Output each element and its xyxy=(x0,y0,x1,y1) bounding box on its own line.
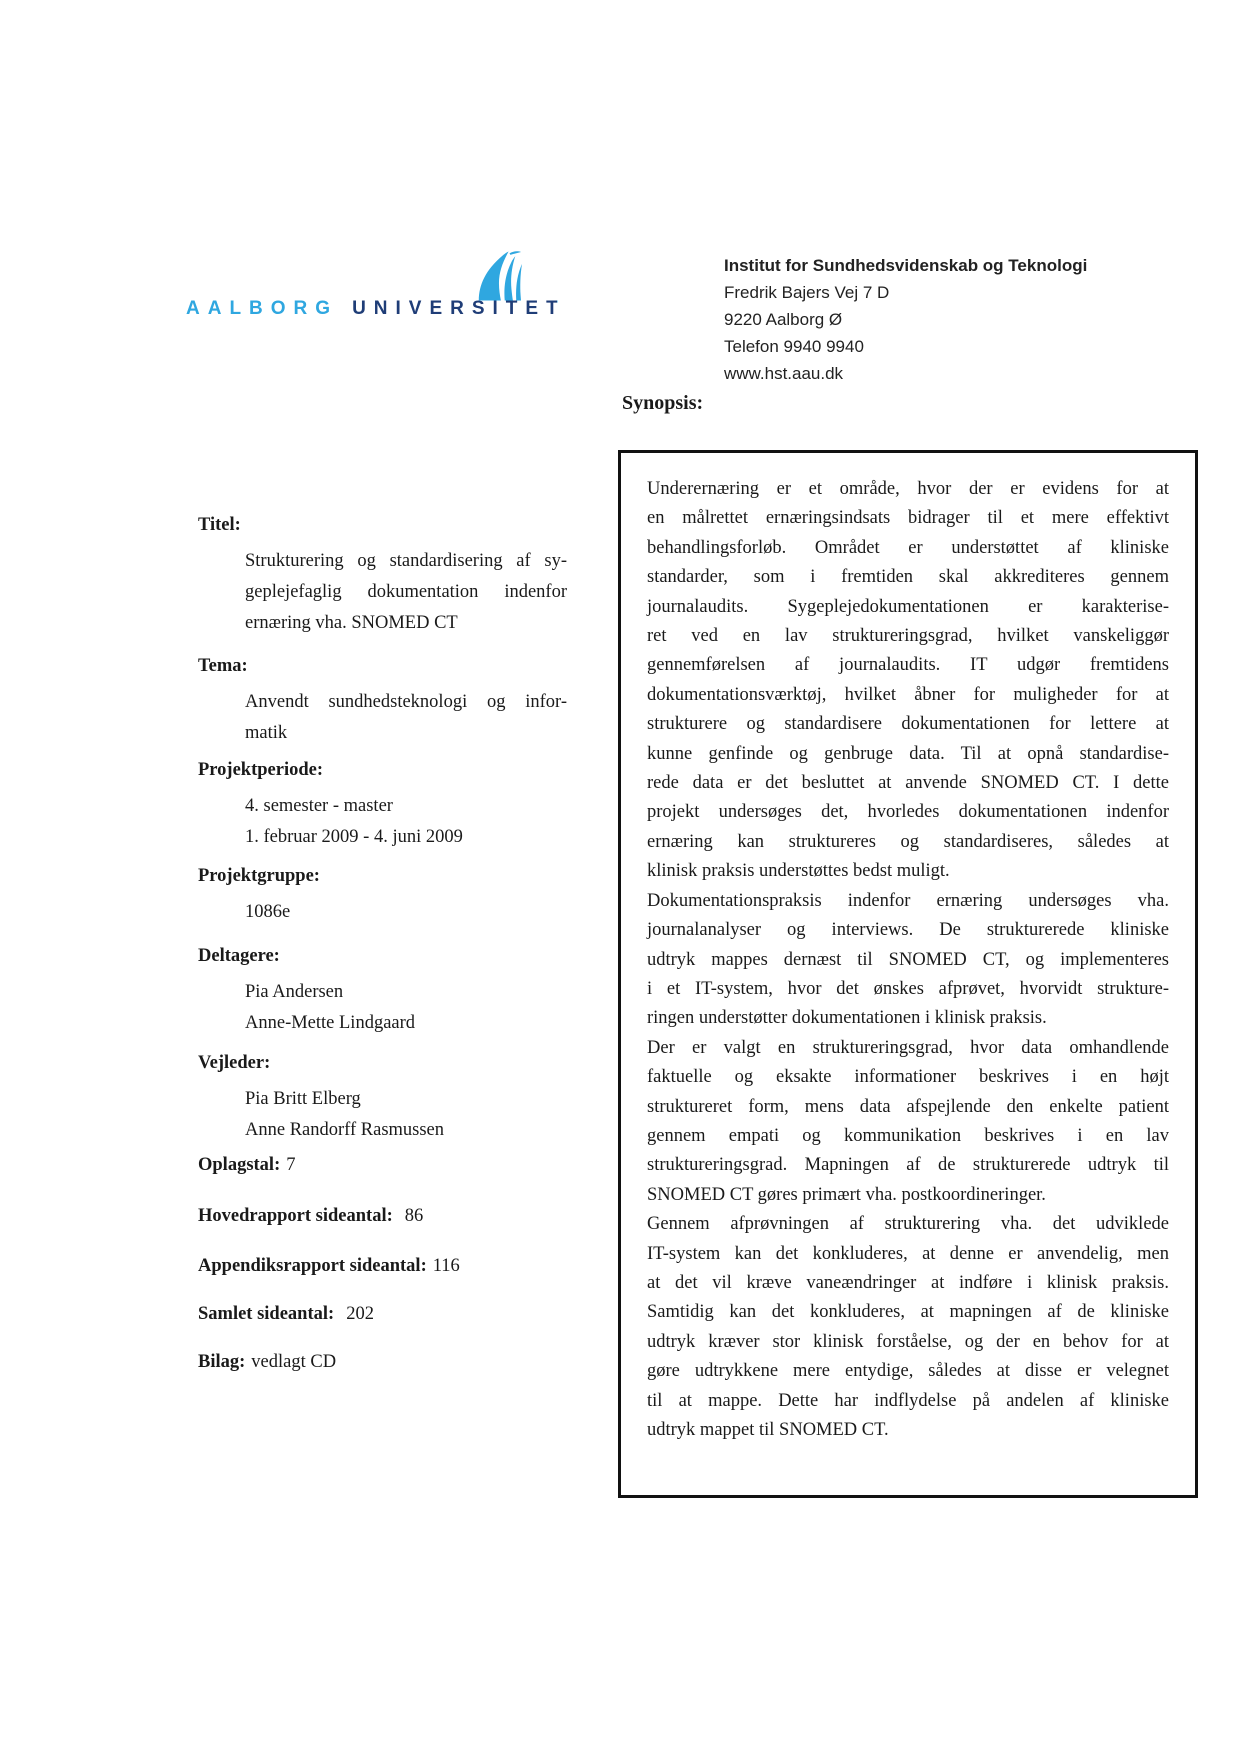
synopsis-line: Samtidig kan det konkluderes, at mapningen af de kliniske xyxy=(647,1302,1169,1323)
field-label-titel: Titel: xyxy=(198,515,241,535)
synopsis-line: gennem empati og kommunikation beskrives i en lav xyxy=(647,1125,1169,1146)
field-value-deltagere xyxy=(245,977,567,1039)
logo-wordmark xyxy=(186,298,566,320)
synopsis-line: SNOMED CT gøres primært vha. postkoordineringer. xyxy=(647,1184,1046,1205)
institute-street: Fredrik Bajers Vej 7 D xyxy=(724,283,890,302)
institute-phone: Telefon 9940 9940 xyxy=(724,337,864,356)
synopsis-line: projekt undersøges det, hvorledes dokumentationen indenfor xyxy=(647,802,1169,823)
logo-word-aalborg: AALBORG xyxy=(186,298,339,319)
synopsis-heading: Synopsis: xyxy=(622,392,704,414)
field-value-samlet: 202 xyxy=(346,1304,374,1324)
text-line: matik xyxy=(245,723,288,743)
synopsis-line: Underernæring er et område, hvor der er evidens for at xyxy=(647,479,1169,499)
field-value-tema xyxy=(245,687,567,749)
synopsis-line: udtryk mappet til SNOMED CT. xyxy=(647,1420,889,1440)
text-line: ernæring vha. SNOMED CT xyxy=(245,613,458,633)
field-label-bilag: Bilag: xyxy=(198,1352,246,1372)
synopsis-line: gennemførelsen af journalaudits. IT udgør fremtidens xyxy=(647,655,1169,676)
field-tema xyxy=(198,651,568,749)
field-value-projektperiode xyxy=(245,791,567,853)
synopsis-line: Dokumentationspraksis indenfor ernæring undersøges vha. xyxy=(647,890,1169,911)
synopsis-line: gøre udtrykkene mere entydige, således at disse er velegnet xyxy=(647,1361,1169,1382)
field-vejleder xyxy=(198,1048,568,1146)
field-label-projektperiode: Projektperiode: xyxy=(198,760,324,780)
institute-address-block xyxy=(724,252,1087,387)
text-line: Pia Andersen xyxy=(245,982,344,1002)
field-value-oplagstal: 7 xyxy=(286,1155,296,1175)
synopsis-line: faktuelle og eksakte informationer beskrives i en højt xyxy=(647,1067,1169,1088)
synopsis-line: klinisk praksis understøttes bedst muligt. xyxy=(647,861,950,882)
synopsis-line: en målrettet ernæringsindsats bidrager til et mere effektivt xyxy=(647,508,1169,529)
institute-website: www.hst.aau.dk xyxy=(724,364,844,383)
synopsis-line: struktureret form, mens data afspejlende den enkelte patient xyxy=(647,1096,1169,1117)
field-projektperiode xyxy=(198,755,568,853)
text-line: Anne Randorff Rasmussen xyxy=(245,1120,445,1140)
field-label-projektgruppe: Projektgruppe: xyxy=(198,866,320,886)
synopsis-text xyxy=(647,475,1169,1445)
text-line: 1086e xyxy=(245,902,291,922)
synopsis-line: ret ved en lav struktureringsgrad, hvilket vanskeliggør xyxy=(647,626,1169,647)
synopsis-line: journalanalyser og interviews. De strukturerede kliniske xyxy=(647,920,1169,941)
field-titel xyxy=(198,510,568,639)
field-value-hovedrapport: 86 xyxy=(404,1206,424,1226)
synopsis-line: Der er valgt en struktureringsgrad, hvor data omhandlende xyxy=(647,1037,1169,1058)
synopsis-line: struktureringsgrad. Mapningen af de strukturerede udtryk til xyxy=(647,1155,1169,1176)
logo-word-universitet: UNIVERSITE xyxy=(352,298,547,319)
field-oplagstal xyxy=(198,1150,568,1181)
text-line: Anne-Mette Lindgaard xyxy=(245,1013,416,1033)
field-projektgruppe xyxy=(198,861,568,928)
field-samlet-sideantal xyxy=(198,1299,568,1330)
text-line: Strukturering og standardisering af sy- xyxy=(245,551,567,571)
field-label-deltagere: Deltagere: xyxy=(198,946,280,966)
synopsis-line: Gennem afprøvningen af strukturering vha. det udviklede xyxy=(647,1214,1169,1235)
field-value-projektgruppe xyxy=(245,897,567,928)
synopsis-line: dokumentationsværktøj, hvilket åbner for muligheder for at xyxy=(647,684,1169,705)
field-appendiksrapport-sideantal xyxy=(198,1251,568,1282)
field-label-appendiksrapport: Appendiksrapport sideantal: xyxy=(198,1256,427,1276)
institute-city: 9220 Aalborg Ø xyxy=(724,310,843,329)
field-value-appendiksrapport: 116 xyxy=(432,1256,460,1276)
field-value-titel xyxy=(245,546,567,639)
synopsis-line: IT-system kan det konkluderes, at denne er anvendelig, men xyxy=(647,1243,1169,1264)
synopsis-line: at det vil kræve vaneændringer at indføre i klinisk praksis. xyxy=(647,1272,1169,1293)
institute-name: Institut for Sundhedsvidenskab og Teknologi xyxy=(724,256,1088,275)
field-label-samlet: Samlet sideantal: xyxy=(198,1304,335,1324)
text-line: Pia Britt Elberg xyxy=(245,1089,361,1109)
synopsis-line: behandlingsforløb. Området er understøttet af kliniske xyxy=(647,537,1169,558)
field-bilag xyxy=(198,1347,568,1378)
text-line: 1. februar 2009 - 4. juni 2009 xyxy=(245,827,463,847)
field-value-bilag: vedlagt CD xyxy=(251,1352,337,1372)
logo-word-last-letter: T xyxy=(546,298,566,319)
synopsis-line: standarder, som i fremtiden skal akkrediteres gennem xyxy=(647,567,1169,588)
synopsis-line: udtryk mappes dernæst til SNOMED CT, og implementeres xyxy=(647,949,1169,970)
aau-wave-icon xyxy=(474,249,522,302)
field-hovedrapport-sideantal xyxy=(198,1201,568,1232)
synopsis-line: i et IT-system, hvor det ønskes afprøvet, hvorvidt strukture- xyxy=(647,978,1169,999)
synopsis-line: ringen understøtter dokumentationen i klinisk praksis. xyxy=(647,1008,1047,1029)
synopsis-line: kunne genfinde og genbruge data. Til at opnå standardise- xyxy=(647,743,1169,764)
field-label-hovedrapport: Hovedrapport sideantal: xyxy=(198,1206,393,1226)
field-value-vejleder xyxy=(245,1084,567,1146)
text-line: geplejefaglig dokumentation indenfor xyxy=(245,582,567,602)
field-label-tema: Tema: xyxy=(198,656,248,676)
synopsis-line: rede data er det besluttet at anvende SNOMED CT. I dette xyxy=(647,773,1169,794)
synopsis-line: udtryk kræver stor klinisk forståelse, og der en behov for at xyxy=(647,1331,1169,1352)
synopsis-line: strukturere og standardisere dokumentationen for lettere at xyxy=(647,714,1169,735)
text-line: Anvendt sundhedsteknologi og infor- xyxy=(245,692,567,712)
field-label-vejleder: Vejleder: xyxy=(198,1053,271,1073)
synopsis-box xyxy=(618,450,1198,1498)
field-label-oplagstal: Oplagstal: xyxy=(198,1155,281,1175)
field-deltagere xyxy=(198,941,568,1039)
synopsis-line: ernæring kan struktureres og standardiseres, således at xyxy=(647,831,1169,852)
text-line: 4. semester - master xyxy=(245,796,393,816)
synopsis-line: til at mappe. Dette har indflydelse på andelen af kliniske xyxy=(647,1390,1169,1411)
synopsis-line: journalaudits. Sygeplejedokumentationen er karakterise- xyxy=(647,596,1169,617)
